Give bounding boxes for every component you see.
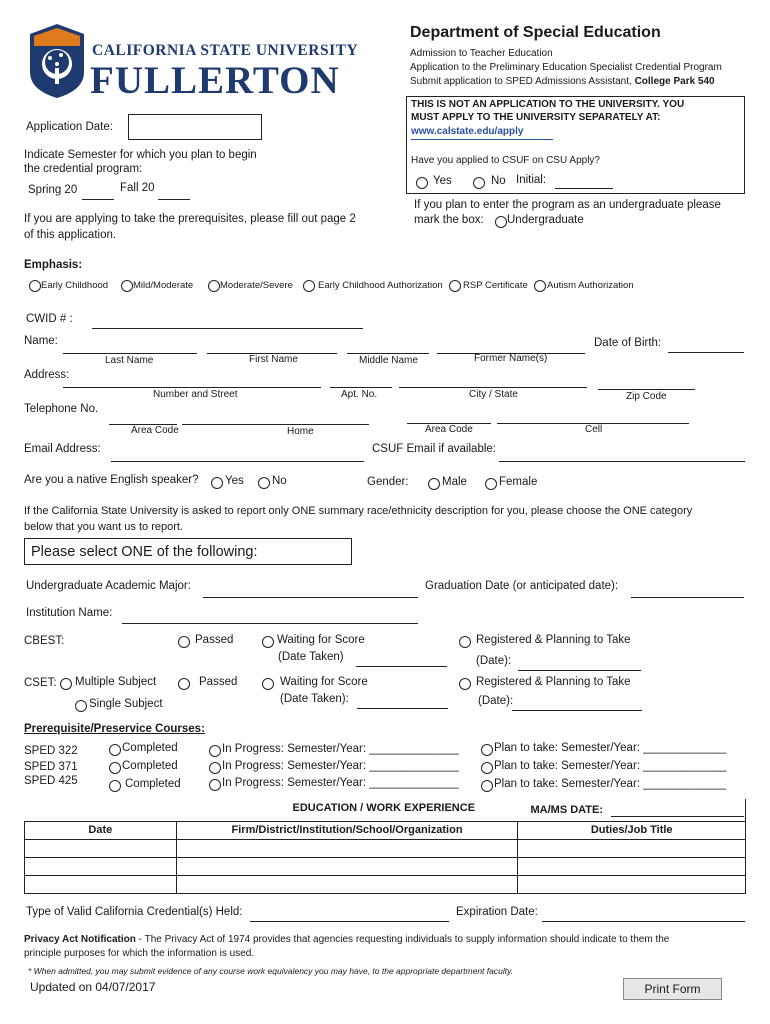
sped371-plan-label: Plan to take: Semester/Year: _____________ bbox=[494, 760, 727, 772]
privacy-bold: Privacy Act Notification bbox=[24, 934, 136, 945]
experience-cell[interactable] bbox=[176, 857, 518, 875]
cset-label: CSET: bbox=[24, 677, 57, 689]
sped371-completed-label: Completed bbox=[122, 760, 178, 772]
cwid-label: CWID # : bbox=[26, 313, 73, 325]
notice-line1: THIS IS NOT AN APPLICATION TO THE UNIVERSITY. YOU bbox=[411, 99, 685, 110]
native-english-question: Are you a native English speaker? bbox=[24, 474, 199, 486]
undergraduate-label: Undergraduate bbox=[507, 214, 584, 226]
cset-waiting-label: Waiting for Score bbox=[280, 676, 368, 688]
prereq-note-line2: of this application. bbox=[24, 229, 117, 241]
cbest-waiting-radio[interactable] bbox=[262, 636, 274, 648]
experience-cell[interactable] bbox=[176, 875, 518, 893]
cset-date-taken-field[interactable] bbox=[357, 708, 448, 709]
gender-female-label: Female bbox=[499, 476, 538, 488]
cwid-field[interactable] bbox=[92, 328, 363, 329]
equivalency-note: * When admitted, you may submit evidence of any course work equivalency you may have, to the appropriate department faculty. bbox=[28, 966, 514, 976]
sped371-in-progress-radio[interactable] bbox=[209, 762, 221, 774]
emphasis-moderate-severe-label: Moderate/Severe bbox=[220, 280, 293, 291]
home-sublabel: Home bbox=[287, 426, 314, 437]
semester-line1: Indicate Semester for which you plan to begin bbox=[24, 149, 257, 161]
emphasis-rsp-certificate-label: RSP Certificate bbox=[463, 280, 528, 291]
native-english-yes-radio[interactable] bbox=[211, 477, 223, 489]
institution-label: Institution Name: bbox=[26, 607, 113, 619]
sped371-completed-radio[interactable] bbox=[109, 762, 121, 774]
street-field[interactable] bbox=[63, 387, 321, 388]
undergrad-note-line2: mark the box: bbox=[414, 214, 484, 226]
first-name-sublabel: First Name bbox=[249, 354, 298, 365]
sped322-plan-label: Plan to take: Semester/Year: _____________ bbox=[494, 742, 727, 754]
department-title: Department of Special Education bbox=[410, 24, 661, 41]
courses-heading: Prerequisite/Preservice Courses: bbox=[24, 723, 205, 735]
home-area-code-sublabel: Area Code bbox=[131, 425, 179, 436]
experience-cell[interactable] bbox=[176, 839, 518, 857]
col-firm-header: Firm/District/Institution/School/Organization bbox=[176, 821, 518, 839]
sped322-in-progress-label: In Progress: Semester/Year: ______________ bbox=[222, 743, 459, 755]
header-line3 bbox=[410, 76, 715, 87]
sped425-in-progress-label: In Progress: Semester/Year: ______________ bbox=[222, 777, 459, 789]
csu-apply-no-label: No bbox=[491, 175, 506, 187]
spring-year-field[interactable] bbox=[82, 199, 114, 200]
print-form-button[interactable]: Print Form bbox=[623, 978, 722, 1000]
cset-date-taken-label: (Date Taken): bbox=[280, 693, 349, 705]
grad-date-field[interactable] bbox=[631, 597, 744, 598]
cset-registered-radio[interactable] bbox=[459, 678, 471, 690]
middle-name-field[interactable] bbox=[347, 353, 429, 354]
email-field[interactable] bbox=[111, 461, 364, 462]
cbest-passed-radio[interactable] bbox=[178, 636, 190, 648]
cset-single-radio[interactable] bbox=[75, 700, 87, 712]
cbest-date-label: (Date): bbox=[476, 655, 512, 667]
telephone-label: Telephone No. bbox=[24, 403, 99, 415]
dob-field[interactable] bbox=[668, 352, 744, 353]
emphasis-rsp-certificate-radio[interactable] bbox=[449, 280, 461, 292]
initial-field[interactable] bbox=[555, 188, 613, 189]
cset-waiting-radio[interactable] bbox=[262, 678, 274, 690]
major-label: Undergraduate Academic Major: bbox=[26, 580, 191, 592]
tree-seal-icon bbox=[28, 24, 86, 98]
sped425-plan-label: Plan to take: Semester/Year: _____________ bbox=[494, 778, 727, 790]
expiration-label: Expiration Date: bbox=[456, 906, 538, 918]
header-line1: Admission to Teacher Education bbox=[410, 48, 553, 59]
cbest-label: CBEST: bbox=[24, 635, 65, 647]
col-date-header: Date bbox=[25, 821, 177, 839]
col-duties-header: Duties/Job Title bbox=[518, 821, 746, 839]
fall-label: Fall 20 bbox=[120, 182, 155, 194]
experience-cell[interactable] bbox=[518, 875, 746, 893]
former-names-sublabel: Former Name(s) bbox=[474, 353, 548, 364]
sped322-completed-radio[interactable] bbox=[109, 744, 121, 756]
gender-label: Gender: bbox=[367, 476, 409, 488]
sped371-in-progress-label: In Progress: Semester/Year: ______________ bbox=[222, 760, 459, 772]
emphasis-mild-moderate-label: Mild/Moderate bbox=[133, 280, 194, 291]
csu-apply-yes-radio[interactable] bbox=[416, 177, 428, 189]
sped322-completed-label: Completed bbox=[122, 742, 178, 754]
mams-date-label: MA/MS DATE: bbox=[530, 804, 604, 816]
middle-name-sublabel: Middle Name bbox=[359, 355, 418, 366]
emphasis-autism-radio[interactable] bbox=[534, 280, 546, 292]
cset-single-label: Single Subject bbox=[89, 698, 163, 710]
experience-header-row bbox=[25, 821, 746, 839]
header-line3-prefix: Submit application to SPED Admissions Assistant, bbox=[410, 76, 635, 87]
cset-passed-label: Passed bbox=[199, 676, 238, 688]
native-english-yes-label: Yes bbox=[225, 475, 244, 487]
cset-multiple-radio[interactable] bbox=[60, 678, 72, 690]
sped425-completed-label: Completed bbox=[125, 778, 181, 790]
application-date-field[interactable] bbox=[128, 114, 262, 140]
experience-cell[interactable] bbox=[25, 839, 177, 857]
gender-male-label: Male bbox=[442, 476, 467, 488]
grad-date-label: Graduation Date (or anticipated date): bbox=[425, 580, 619, 592]
experience-row bbox=[25, 875, 746, 893]
privacy-line1 bbox=[24, 934, 669, 945]
sped371-plan-radio[interactable] bbox=[481, 762, 493, 774]
privacy-line2: principle purposes for which the information is used. bbox=[24, 948, 255, 959]
sped425-in-progress-radio[interactable] bbox=[209, 779, 221, 791]
emphasis-moderate-severe-radio[interactable] bbox=[208, 280, 220, 292]
csuf-email-label: CSUF Email if available: bbox=[372, 443, 496, 455]
sped425-completed-radio[interactable] bbox=[109, 780, 121, 792]
city-state-sublabel: City / State bbox=[469, 389, 518, 400]
cset-registered-label: Registered & Planning to Take bbox=[476, 676, 631, 688]
last-name-sublabel: Last Name bbox=[105, 355, 154, 366]
ethnicity-select-text: Please select ONE of the following: bbox=[31, 544, 258, 560]
apt-field[interactable] bbox=[330, 387, 392, 388]
spring-label: Spring 20 bbox=[28, 184, 78, 196]
institution-field[interactable] bbox=[122, 623, 418, 624]
ethnicity-line2: below that you want us to report. bbox=[24, 521, 183, 533]
gender-male-radio[interactable] bbox=[428, 478, 440, 490]
notice-line2: MUST APPLY TO THE UNIVERSITY SEPARATELY AT: bbox=[411, 112, 661, 123]
notice-box bbox=[406, 96, 745, 194]
street-sublabel: Number and Street bbox=[153, 389, 238, 400]
major-field[interactable] bbox=[203, 597, 418, 598]
undergraduate-radio[interactable] bbox=[495, 216, 507, 228]
experience-cell[interactable] bbox=[25, 875, 177, 893]
course-sped371: SPED 371 bbox=[24, 761, 78, 773]
apply-link-underline bbox=[411, 139, 553, 140]
emphasis-early-childhood-label: Early Childhood bbox=[41, 280, 109, 291]
dob-label: Date of Birth: bbox=[594, 337, 662, 349]
csu-apply-question: Have you applied to CSUF on CSU Apply? bbox=[411, 155, 600, 166]
cset-passed-radio[interactable] bbox=[178, 678, 190, 690]
undergrad-note-line1: If you plan to enter the program as an undergraduate please bbox=[414, 199, 721, 211]
name-label: Name: bbox=[24, 335, 58, 347]
native-english-no-label: No bbox=[272, 475, 287, 487]
native-english-no-radio[interactable] bbox=[258, 477, 270, 489]
experience-title: EDUCATION / WORK EXPERIENCE bbox=[292, 802, 476, 814]
cset-date-label: (Date): bbox=[478, 695, 514, 707]
experience-title-cell bbox=[25, 799, 746, 821]
cset-date-field[interactable] bbox=[512, 710, 642, 711]
fall-year-field[interactable] bbox=[158, 199, 190, 200]
application-date-label: Application Date: bbox=[26, 121, 113, 133]
cell-sublabel: Cell bbox=[585, 424, 603, 435]
sped322-plan-radio[interactable] bbox=[481, 744, 493, 756]
emphasis-ec-authorization-label: Early Childhood Authorization bbox=[318, 280, 443, 291]
zip-sublabel: Zip Code bbox=[626, 391, 667, 402]
emphasis-mild-moderate-radio[interactable] bbox=[121, 280, 133, 292]
home-phone-field[interactable] bbox=[182, 424, 369, 425]
cbest-date-taken-label: (Date Taken) bbox=[278, 651, 344, 663]
sped322-in-progress-radio[interactable] bbox=[209, 745, 221, 757]
header-line2: Application to the Preliminary Education Specialist Credential Program bbox=[410, 62, 722, 73]
experience-row bbox=[25, 839, 746, 857]
csu-apply-yes-label: Yes bbox=[433, 175, 452, 187]
experience-cell[interactable] bbox=[25, 857, 177, 875]
header-line3-location: College Park 540 bbox=[634, 76, 715, 87]
updated-date: Updated on 04/07/2017 bbox=[30, 980, 156, 994]
course-sped322: SPED 322 bbox=[24, 745, 78, 757]
credential-type-label: Type of Valid California Credential(s) Held: bbox=[26, 906, 243, 918]
privacy-text: - The Privacy Act of 1974 provides that agencies requesting individuals to supply information should indicate to them the bbox=[135, 934, 670, 945]
gender-female-radio[interactable] bbox=[485, 478, 497, 490]
cbest-passed-label: Passed bbox=[195, 634, 234, 646]
course-sped425: SPED 425 bbox=[24, 775, 78, 787]
cbest-date-taken-field[interactable] bbox=[356, 666, 447, 667]
cbest-registered-label: Registered & Planning to Take bbox=[476, 634, 631, 646]
mams-date-field[interactable] bbox=[611, 816, 744, 817]
credential-type-field[interactable] bbox=[250, 921, 449, 922]
ethnicity-line1: If the California State University is asked to report only ONE summary race/ethnicity description for you, please choose the ONE category bbox=[24, 505, 693, 517]
ethnicity-select[interactable] bbox=[24, 538, 352, 565]
initial-label: Initial: bbox=[516, 174, 547, 186]
csuf-logo bbox=[28, 24, 359, 102]
emphasis-autism-label: Autism Authorization bbox=[547, 280, 634, 291]
apt-sublabel: Apt. No. bbox=[341, 389, 378, 400]
semester-line2: the credential program: bbox=[24, 163, 143, 175]
experience-cell[interactable] bbox=[518, 857, 746, 875]
city-state-field[interactable] bbox=[399, 387, 587, 388]
sped425-plan-radio[interactable] bbox=[481, 780, 493, 792]
cbest-registered-radio[interactable] bbox=[459, 636, 471, 648]
emphasis-early-childhood-radio[interactable] bbox=[29, 280, 41, 292]
logo-university-name: CALIFORNIA STATE UNIVERSITY bbox=[92, 42, 359, 59]
cell-area-code-sublabel: Area Code bbox=[425, 424, 473, 435]
csu-apply-no-radio[interactable] bbox=[473, 177, 485, 189]
cset-multiple-label: Multiple Subject bbox=[75, 676, 157, 688]
apply-link[interactable]: www.calstate.edu/apply bbox=[411, 126, 524, 137]
csuf-email-field[interactable] bbox=[499, 461, 745, 462]
experience-row bbox=[25, 857, 746, 875]
address-label: Address: bbox=[24, 369, 70, 381]
experience-table bbox=[24, 799, 746, 894]
email-label: Email Address: bbox=[24, 443, 101, 455]
experience-cell[interactable] bbox=[518, 839, 746, 857]
experience-title-row bbox=[25, 799, 746, 821]
expiration-field[interactable] bbox=[542, 921, 745, 922]
cbest-waiting-label: Waiting for Score bbox=[277, 634, 365, 646]
emphasis-ec-authorization-radio[interactable] bbox=[303, 280, 315, 292]
logo-fullerton: FULLERTON bbox=[90, 59, 340, 102]
last-name-field[interactable] bbox=[63, 353, 197, 354]
zip-field[interactable] bbox=[598, 389, 695, 390]
emphasis-label: Emphasis: bbox=[24, 259, 83, 271]
prereq-note-line1: If you are applying to take the prerequisites, please fill out page 2 bbox=[24, 213, 356, 225]
cbest-date-field[interactable] bbox=[518, 670, 641, 671]
